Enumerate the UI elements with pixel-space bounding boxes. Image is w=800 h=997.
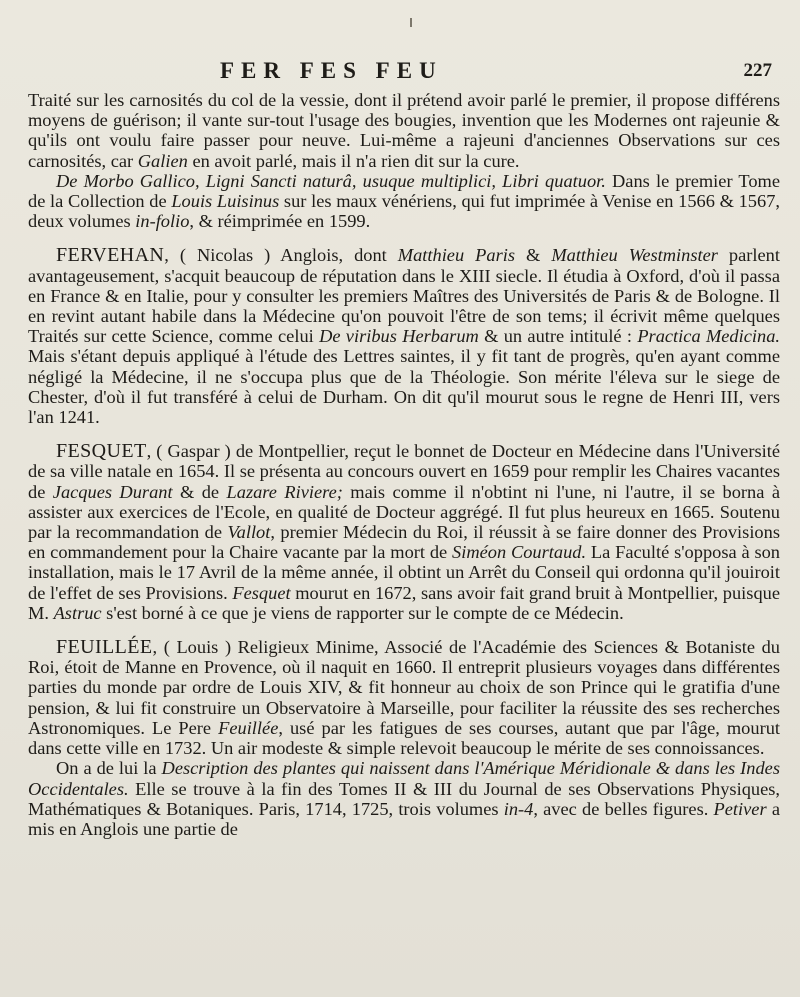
italic-name: Petiver [713,798,767,819]
italic-format: in-folio [135,211,190,232]
entry-fesquet [28,441,780,623]
italic-name: Jacques Durant [52,481,173,502]
entry-headword: FERVEHAN [56,244,165,267]
text-run: parlent avantageusement, s'acquit beaucoup de réputation dans le XIII siecle. Il étudia à Oxford, d'où il passa en France & en Italie, pour y consulter les premiers Maîtres des Universités de Paris & de Bologne. Il en revint autant habile dans la Médecine qu'on pouvoit l'être de son tems; il écrivit même quelques Traités sur cette Science, comme celui [28,245,780,347]
text-run: Traité sur les carnosités du col de la vessie, dont il prétend avoir parlé le premier, il propose différens moyens de guérison; il vante sur-tout l'usage des bougies, invention que les Modernes ont rajeunie & qu'ils ont voulu faire passer pour neuve. Lui-même a rajeuni d'anciennes Observations sur ces carnosités, car [28,90,780,171]
italic-name: Lazare Riviere; [226,481,343,502]
text-run: mourut en 1672, sans avoir fait grand bruit à Montpellier, puisque M. [28,582,780,623]
italic-name: Galien [137,150,188,171]
page-body [28,90,780,839]
italic-name: Astruc [53,602,102,623]
text-run: Elle se trouve à la fin des Tomes II & III du Journal de ses Observations Physiques, Mathématiques & Botaniques. Paris, 1714, 1725, trois volumes [28,778,780,819]
italic-name: Matthieu Paris [397,245,516,266]
text-run: La Faculté s'opposa à son installation, mais le 17 Avril de la même année, il obtint un Arrêt du Conseil qui ordonna qu'il jouiroit de l'effet de ses Provisions. [28,542,780,603]
text-run: a mis en Anglois une partie de [28,798,780,839]
text-run: en avoit parlé, mais il n'a rien dit sur la cure. [187,150,520,171]
italic-name: Matthieu Westminster [551,245,718,266]
italic-name: Fesquet [232,582,291,603]
intro-paragraph [28,90,780,171]
text-run: sur les maux vénériens, qui fut imprimée à Venise en 1566 & 1567, deux volumes [28,191,780,232]
text-run: , ( Louis ) Religieux Minime, Associé de l'Académie des Sciences & Botaniste du Roi, étoit de Manne en Provence, où il naquit en 1660. Il entreprit plusieurs voyages dans différentes parties du monde par ordre de Louis XIV, & fit honneur au choix de son Prince qui le gratifia d'une pension, & lui fit construire un Observatoire à Marseille, pour faciliter la réussite des ses recherches Astronomiques. Le Pere [28,637,780,738]
italic-title: Practica Medicina. [637,326,780,347]
italic-title: Description des plantes qui naissent dans l'Amérique Méridionale & dans les Indes Occidentales. [28,758,780,799]
italic-name: Vallot [227,522,271,543]
text-run: & de [172,481,227,502]
text-run: mais comme il n'obtint ni l'une, ni l'autre, il se borna à assister aux exercices de l'Ecole, en qualité de Docteur aggrégé. Il fut plus heureux en 1665. Soutenu par la recommandation de [28,481,780,543]
italic-format: in-4 [503,798,534,819]
entry-headword: FEUILLÉE [56,636,153,659]
text-run: , ( Nicolas ) Anglois, dont [164,245,398,266]
italic-name: Siméon Courtaud. [452,542,587,563]
italic-title: De viribus Herbarum [319,326,479,347]
running-head: FER FES FEU [220,58,443,83]
text-run: , ( Gaspar ) de Montpellier, reçut le bonnet de Docteur en Médecine dans l'Université de sa ville natale en 1654. Il se présenta au concours ouvert en 1659 pour remplir les Chaires vacantes de [28,441,780,502]
text-run: Mais s'étant depuis appliqué à l'étude des Lettres saintes, il y fit tant de progrès, qu'en ayant comme négligé la Médecine, il ne s'occupa plus que de la Théologie. Son mérite l'éleva sur le siege de Chester, d'où il fut transféré à celui de Durham. On dit qu'il mourut sous le regne de Henri III, vers l'an 1241. [28,346,780,428]
italic-name: Feuillée [218,717,279,738]
page-header [0,58,800,88]
text-run: , premier Médecin du Roi, il réussit à se faire donner des Provisions en commandement pour la Chaire vacante par la mort de [28,522,780,563]
page-mark [410,18,412,27]
text-run: Dans le premier Tome de la Collection de [28,170,781,212]
page-number: 227 [743,60,772,81]
text-run: On a de lui la [56,758,162,779]
work-title: De Morbo Gallico, Ligni Sancti naturâ, usuque multiplici, Libri quatuor. [56,170,606,191]
entry-feuillee [28,637,780,758]
text-run: , & réimprimée en 1599. [189,211,371,232]
text-run: & un autre intitulé : [478,326,638,347]
text-run: , usé par les fatigues de ses courses, autant que par l'âge, mourut dans cette ville en 1732. Un air modeste & simple relevoit beaucoup le mérite de ses connoissances. [28,717,780,759]
text-run: & [515,245,552,266]
italic-name: Louis Luisinus [171,191,280,212]
work-citation [28,171,780,232]
text-run: s'est borné à ce que je viens de rapporter sur le compte de ce Médecin. [101,602,624,623]
text-run: , avec de belles figures. [533,798,714,819]
entry-fervehan [28,245,780,427]
entry-headword: FESQUET [56,440,147,463]
feuillee-works [28,758,780,839]
